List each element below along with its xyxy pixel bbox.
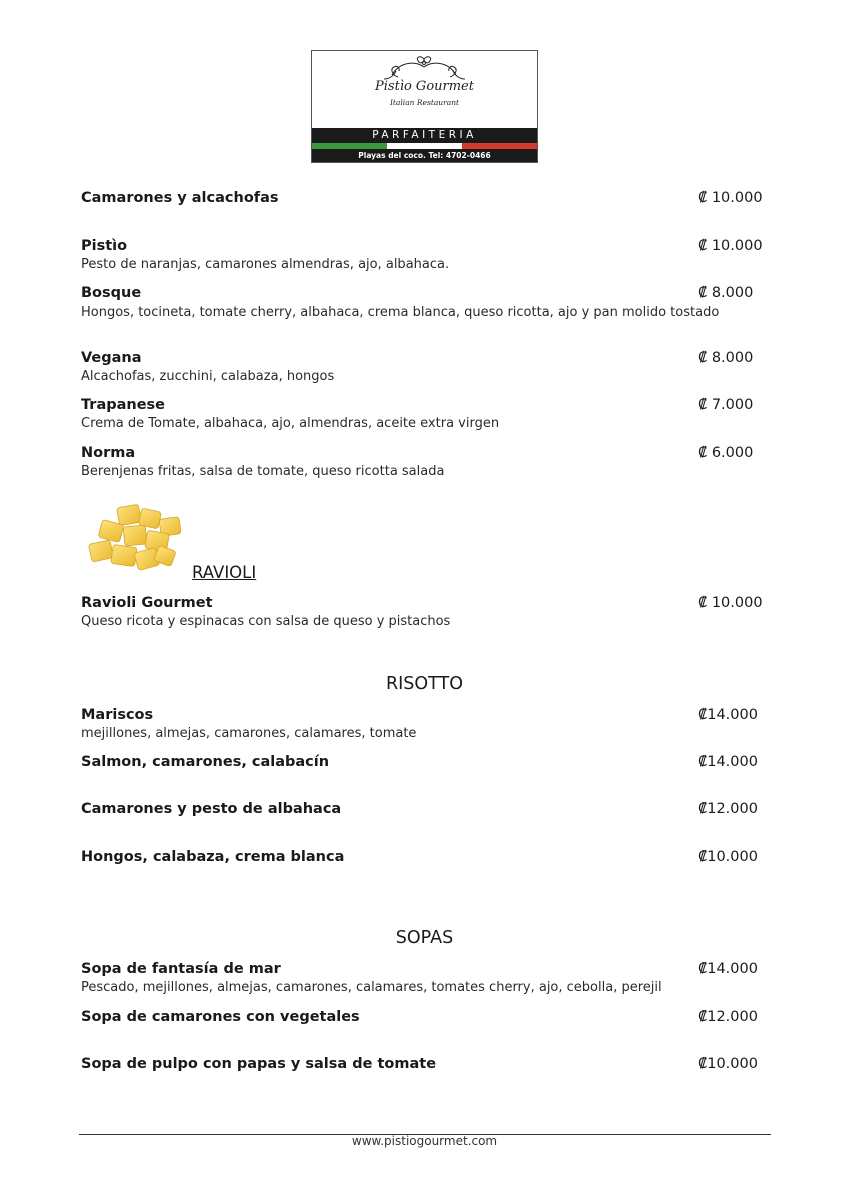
restaurant-logo [311,50,538,163]
item-price: ₡ 7.000 [698,397,754,413]
item-price: ₡ 10.000 [698,190,763,206]
item-name: Vegana [81,350,142,366]
item-name: Trapanese [81,397,166,413]
item-name: Ravioli Gourmet [81,595,213,611]
item-price: ₡14.000 [698,961,758,977]
item-name: Salmon, camarones, calabacín [81,754,330,770]
item-description: Berenjenas fritas, salsa de tomate, queso ricotta salada [81,464,445,479]
item-name: Norma [81,445,136,461]
item-price: ₡14.000 [698,707,758,723]
item-description: Alcachofas, zucchini, calabaza, hongos [81,369,335,384]
logo-band: PARFAITERIA [312,128,537,143]
item-description: Crema de Tomate, albahaca, ajo, almendras, aceite extra virgen [81,416,500,431]
ravioli-image [84,500,190,578]
item-description: Pescado, mejillones, almejas, camarones, calamares, tomates cherry, ajo, cebolla, perejil [81,980,662,995]
logo-name: Pistìo Gourmet [375,79,474,94]
item-name: Bosque [81,285,142,301]
item-name: Mariscos [81,707,154,723]
item-name: Camarones y alcachofas [81,190,279,206]
section-title-ravioli: RAVIOLI [192,563,257,582]
logo-subtitle: Italian Restaurant [389,98,460,107]
item-price: ₡ 8.000 [698,285,754,301]
item-price: ₡ 6.000 [698,445,754,461]
item-description: Queso ricota y espinacas con salsa de queso y pistachos [81,614,451,629]
logo-contact: Playas del coco. Tel: 4702-0466 [312,149,537,162]
item-price: ₡14.000 [698,754,758,770]
item-description: Hongos, tocineta, tomate cherry, albahaca, crema blanca, queso ricotta, ajo y pan molido tostado [81,305,720,320]
footer-url: www.pistiogourmet.com [351,1134,498,1148]
item-price: ₡ 10.000 [698,238,763,254]
item-name: Pistìo [81,238,128,254]
item-name: Sopa de camarones con vegetales [81,1009,360,1025]
item-description: mejillones, almejas, camarones, calamares, tomate [81,726,417,741]
item-name: Sopa de pulpo con papas y salsa de tomate [81,1056,437,1072]
item-price: ₡12.000 [698,801,758,817]
item-price: ₡ 10.000 [698,595,763,611]
item-name: Camarones y pesto de albahaca [81,801,342,817]
item-price: ₡12.000 [698,1009,758,1025]
section-title-sopas: SOPAS [395,928,454,948]
item-name: Sopa de fantasía de mar [81,961,281,977]
item-price: ₡10.000 [698,1056,758,1072]
item-description: Pesto de naranjas, camarones almendras, ajo, albahaca. [81,257,450,272]
section-title-risotto: RISOTTO [385,674,464,694]
item-price: ₡ 8.000 [698,350,754,366]
item-name: Hongos, calabaza, crema blanca [81,849,345,865]
item-price: ₡10.000 [698,849,758,865]
